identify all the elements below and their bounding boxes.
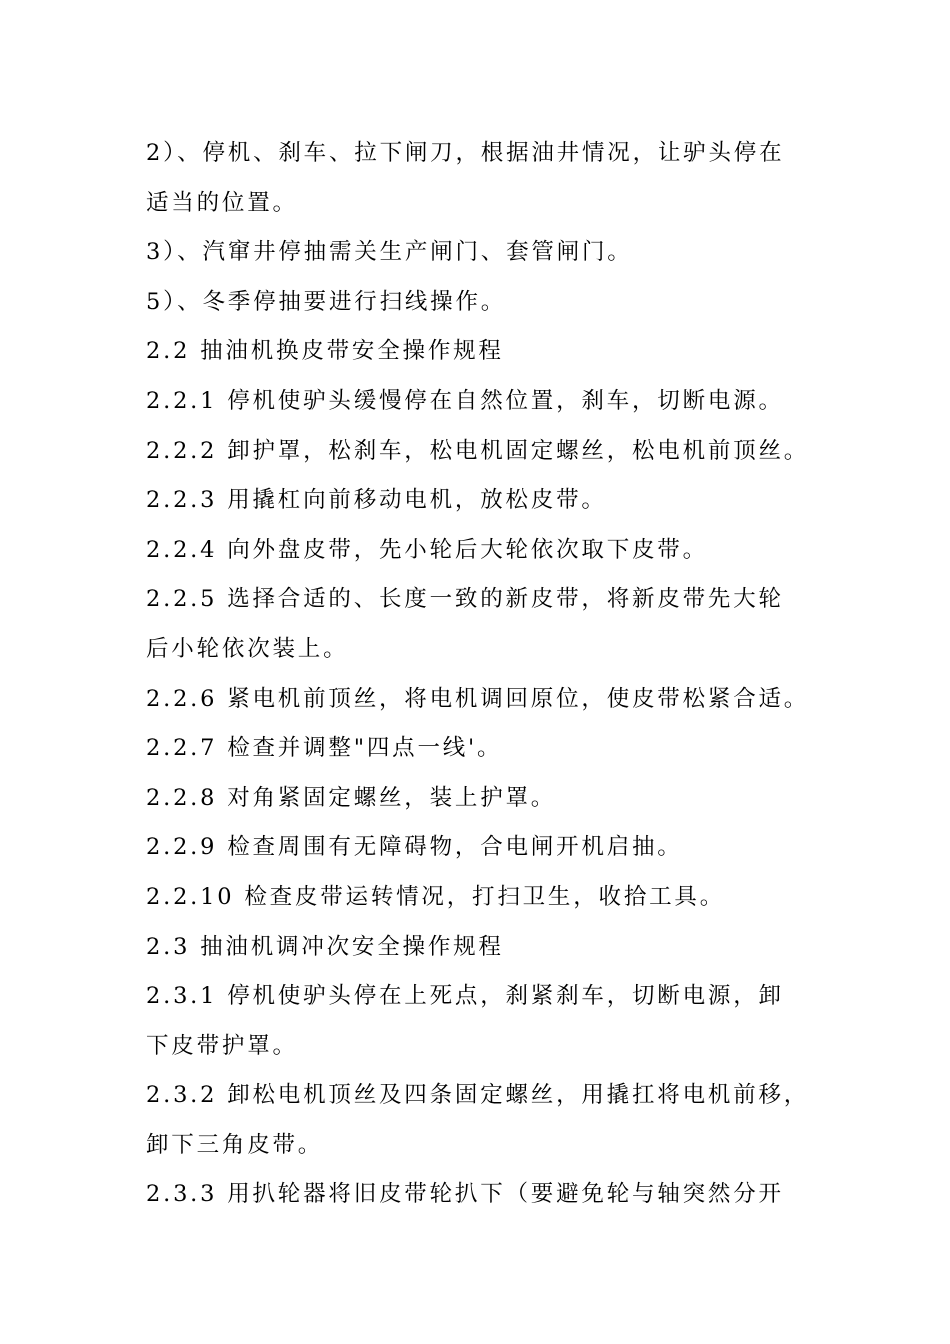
text-line: 2.3.3 用扒轮器将旧皮带轮扒下（要避免轮与轴突然分开 [146,1181,784,1208]
text-line: 2.2.9 检查周围有无障碍物，合电闸开机启抽。 [146,834,683,861]
text-line: 适当的位置。 [146,189,298,216]
text-line: 后小轮依次装上。 [146,635,349,662]
text-line: 2.2.4 向外盘皮带，先小轮后大轮依次取下皮带。 [146,536,708,563]
text-line: 2.3.1 停机使驴头停在上死点，刹紧刹车，切断电源，卸 [146,983,784,1010]
text-line: 2.2.5 选择合适的、长度一致的新皮带，将新皮带先大轮 [146,586,784,613]
text-line: 5）、冬季停抽要进行扫线操作。 [146,288,507,315]
text-line: 2.2.7 检查并调整"四点一线'。 [146,735,503,762]
text-line: 3）、汽窜井停抽需关生产闸门、套管闸门。 [146,239,633,266]
text-line: 2.2.10 检查皮带运转情况，打扫卫生，收拾工具。 [146,883,726,910]
text-line: 2.3.2 卸松电机顶丝及四条固定螺丝，用撬扛将电机前移， [146,1082,810,1109]
text-line: 2）、停机、刹车、拉下闸刀，根据油井情况，让驴头停在 [146,140,785,166]
document-body [146,130,826,1221]
section-heading: 2.3 抽油机调冲次安全操作规程 [146,933,504,960]
text-line: 2.2.2 卸护罩，松刹车，松电机固定螺丝，松电机前顶丝。 [146,437,810,464]
text-line: 2.2.3 用撬杠向前移动电机，放松皮带。 [146,487,607,514]
section-heading: 2.2 抽油机换皮带安全操作规程 [146,338,504,365]
text-line: 卸下三角皮带。 [146,1131,324,1158]
text-line: 2.2.6 紧电机前顶丝，将电机调回原位，使皮带松紧合适。 [146,685,810,712]
text-line: 2.2.8 对角紧固定螺丝，装上护罩。 [146,784,557,811]
text-line: 2.2.1 停机使驴头缓慢停在自然位置，刹车，切断电源。 [146,387,784,414]
text-line: 下皮带护罩。 [146,1032,298,1059]
